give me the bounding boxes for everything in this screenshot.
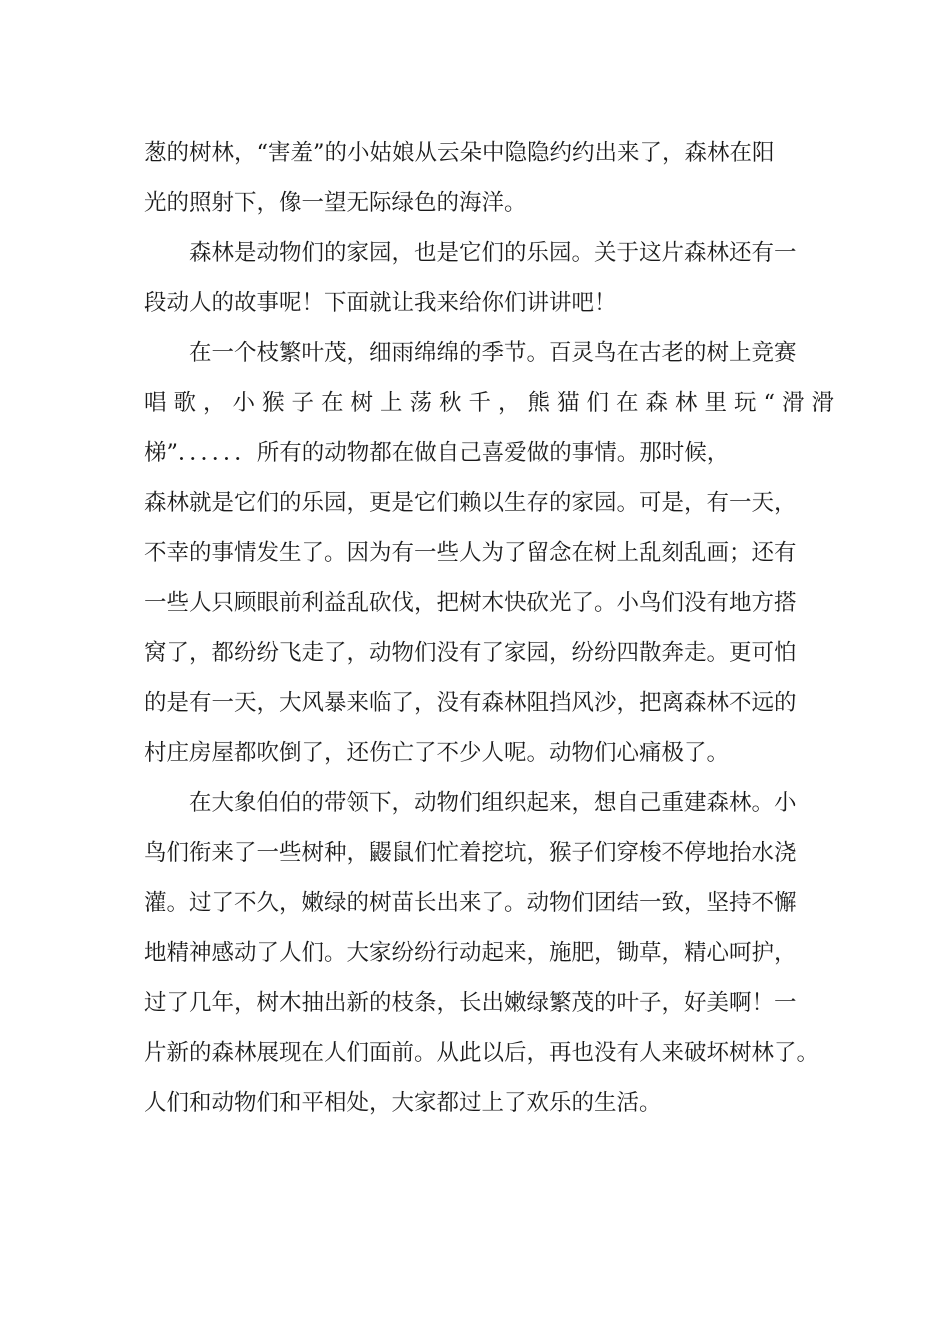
text-line: 一些人只顾眼前利益乱砍伐，把树木快砍光了。小鸟们没有地方搭 bbox=[144, 590, 797, 616]
text-line: 唱歌，小猴子在树上荡秋千，熊猫们在森林里玩“滑滑 bbox=[144, 390, 842, 416]
text-line: 葱的树林，“害羞”的小姑娘从云朵中隐隐约约出来了，森林在阳 bbox=[144, 140, 775, 166]
text-line: 窝了，都纷纷飞走了，动物们没有了家园，纷纷四散奔走。更可怕 bbox=[144, 640, 797, 666]
text-line: 梯”．．．．．．所有的动物都在做自己喜爱做的事情。那时候， bbox=[144, 440, 730, 466]
paragraph-first-line: 在大象伯伯的带领下，动物们组织起来，想自己重建森林。小 bbox=[189, 790, 797, 816]
text-line: 森林就是它们的乐园，更是它们赖以生存的家园。可是，有一天， bbox=[144, 490, 797, 516]
text-line: 的是有一天，大风暴来临了，没有森林阻挡风沙，把离森林不远的 bbox=[144, 690, 797, 716]
text-line: 过了几年，树木抽出新的枝条，长出嫩绿繁茂的叶子，好美啊！一 bbox=[144, 990, 797, 1016]
text-line: 人们和动物们和平相处，大家都过上了欢乐的生活。 bbox=[144, 1090, 662, 1116]
text-line: 村庄房屋都吹倒了，还伤亡了不少人呢。动物们心痛极了。 bbox=[144, 740, 730, 766]
essay-body bbox=[144, 128, 842, 1128]
paragraph-first-line: 森林是动物们的家园，也是它们的乐园。关于这片森林还有一 bbox=[189, 240, 797, 266]
text-line: 灌。过了不久，嫩绿的树苗长出来了。动物们团结一致，坚持不懈 bbox=[144, 890, 797, 916]
paragraph-first-line: 在一个枝繁叶茂，细雨绵绵的季节。百灵鸟在古老的树上竞赛 bbox=[189, 340, 797, 366]
text-line: 地精神感动了人们。大家纷纷行动起来，施肥，锄草，精心呵护， bbox=[144, 940, 797, 966]
text-line: 段动人的故事呢！下面就让我来给你们讲讲吧！ bbox=[144, 290, 617, 316]
text-line: 不幸的事情发生了。因为有一些人为了留念在树上乱刻乱画；还有 bbox=[144, 540, 797, 566]
text-line: 光的照射下，像一望无际绿色的海洋。 bbox=[144, 190, 527, 216]
text-line: 片新的森林展现在人们面前。从此以后，再也没有人来破坏树林了。 bbox=[144, 1040, 820, 1066]
text-line: 鸟们衔来了一些树种，鼹鼠们忙着挖坑，猴子们穿梭不停地抬水浇 bbox=[144, 840, 797, 866]
